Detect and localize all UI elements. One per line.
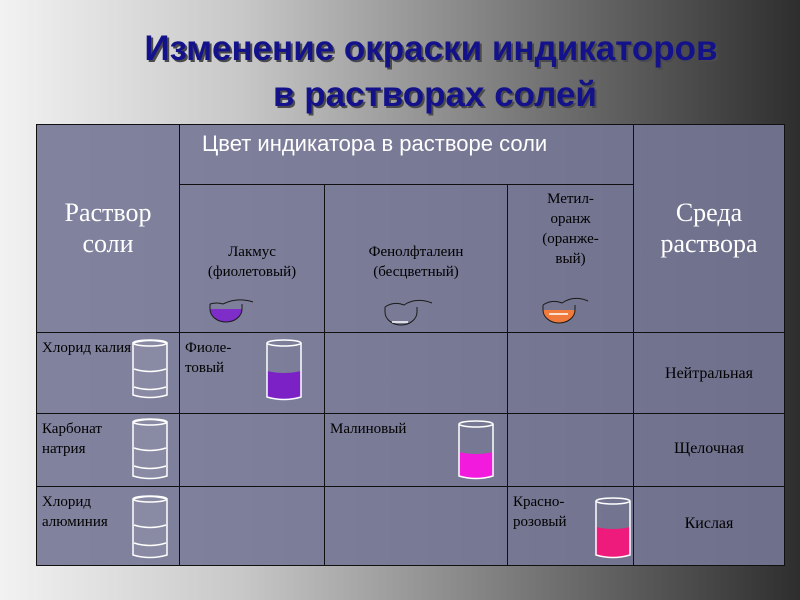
- indicator-methyl-orange-label: Метил-оранж (оранже-вый): [542, 191, 599, 267]
- row-3-methyl-label: Красно-розовый: [513, 494, 567, 530]
- header-salt-cell: [36, 124, 180, 333]
- header-medium-label: Среда раствора: [660, 198, 758, 258]
- petri-dish-icon: [207, 298, 259, 326]
- indicator-methyl-orange-cell: [507, 184, 634, 333]
- petri-dish-icon: [540, 297, 592, 327]
- empty-beaker-icon: [130, 495, 170, 561]
- row-2-salt-label: Карбонат натрия: [42, 421, 102, 457]
- row-1-salt-cell: [36, 332, 180, 414]
- row-2-medium-label: Щелочная: [674, 440, 744, 457]
- indicator-litmus-label: Лакмус (фиолетовый): [207, 244, 297, 280]
- row-2-salt-cell: [36, 413, 180, 487]
- row-2-methyl-cell: [507, 413, 634, 487]
- row-2-phenol-cell: [324, 413, 508, 487]
- indicator-phenolphthalein-cell: [324, 184, 508, 333]
- row-3-litmus-cell: [179, 486, 325, 566]
- indicator-litmus-cell: [179, 184, 325, 333]
- row-3-salt-cell: [36, 486, 180, 566]
- row-1-phenol-cell: [324, 332, 508, 414]
- empty-beaker-icon: [130, 418, 170, 482]
- row-1-litmus-label: Фиоле-товый: [185, 340, 232, 376]
- indicator-phenolphthalein-label: Фенолфталеин (бесцветный): [368, 244, 464, 280]
- slide-title: [0, 26, 800, 118]
- row-2-phenol-label: Малиновый: [330, 421, 407, 437]
- row-1-medium-cell: [633, 332, 785, 414]
- petri-dish-icon: [382, 299, 438, 329]
- row-2-litmus-cell: [179, 413, 325, 487]
- magenta-beaker-icon: [456, 420, 496, 482]
- row-1-salt-label: Хлорид калия: [42, 340, 131, 356]
- header-salt-label: Раствор соли: [64, 198, 152, 258]
- row-3-salt-label: Хлорид алюминия: [42, 494, 108, 530]
- row-3-phenol-cell: [324, 486, 508, 566]
- row-1-methyl-cell: [507, 332, 634, 414]
- title-line-2: в растворах солей: [273, 75, 597, 114]
- row-1-medium-label: Нейтральная: [665, 365, 753, 382]
- purple-beaker-icon: [264, 339, 304, 403]
- header-indicator-group-cell: [179, 124, 634, 185]
- row-3-methyl-cell: [507, 486, 634, 566]
- row-3-medium-cell: [633, 486, 785, 566]
- pink-beaker-icon: [593, 497, 633, 561]
- title-line-1: Изменение окраски индикаторов: [144, 29, 718, 68]
- row-3-medium-label: Кислая: [684, 515, 734, 532]
- row-2-medium-cell: [633, 413, 785, 487]
- header-medium-cell: [633, 124, 785, 333]
- row-1-litmus-cell: [179, 332, 325, 414]
- header-indicator-group-label: Цвет индикатора в растворе соли: [202, 131, 548, 156]
